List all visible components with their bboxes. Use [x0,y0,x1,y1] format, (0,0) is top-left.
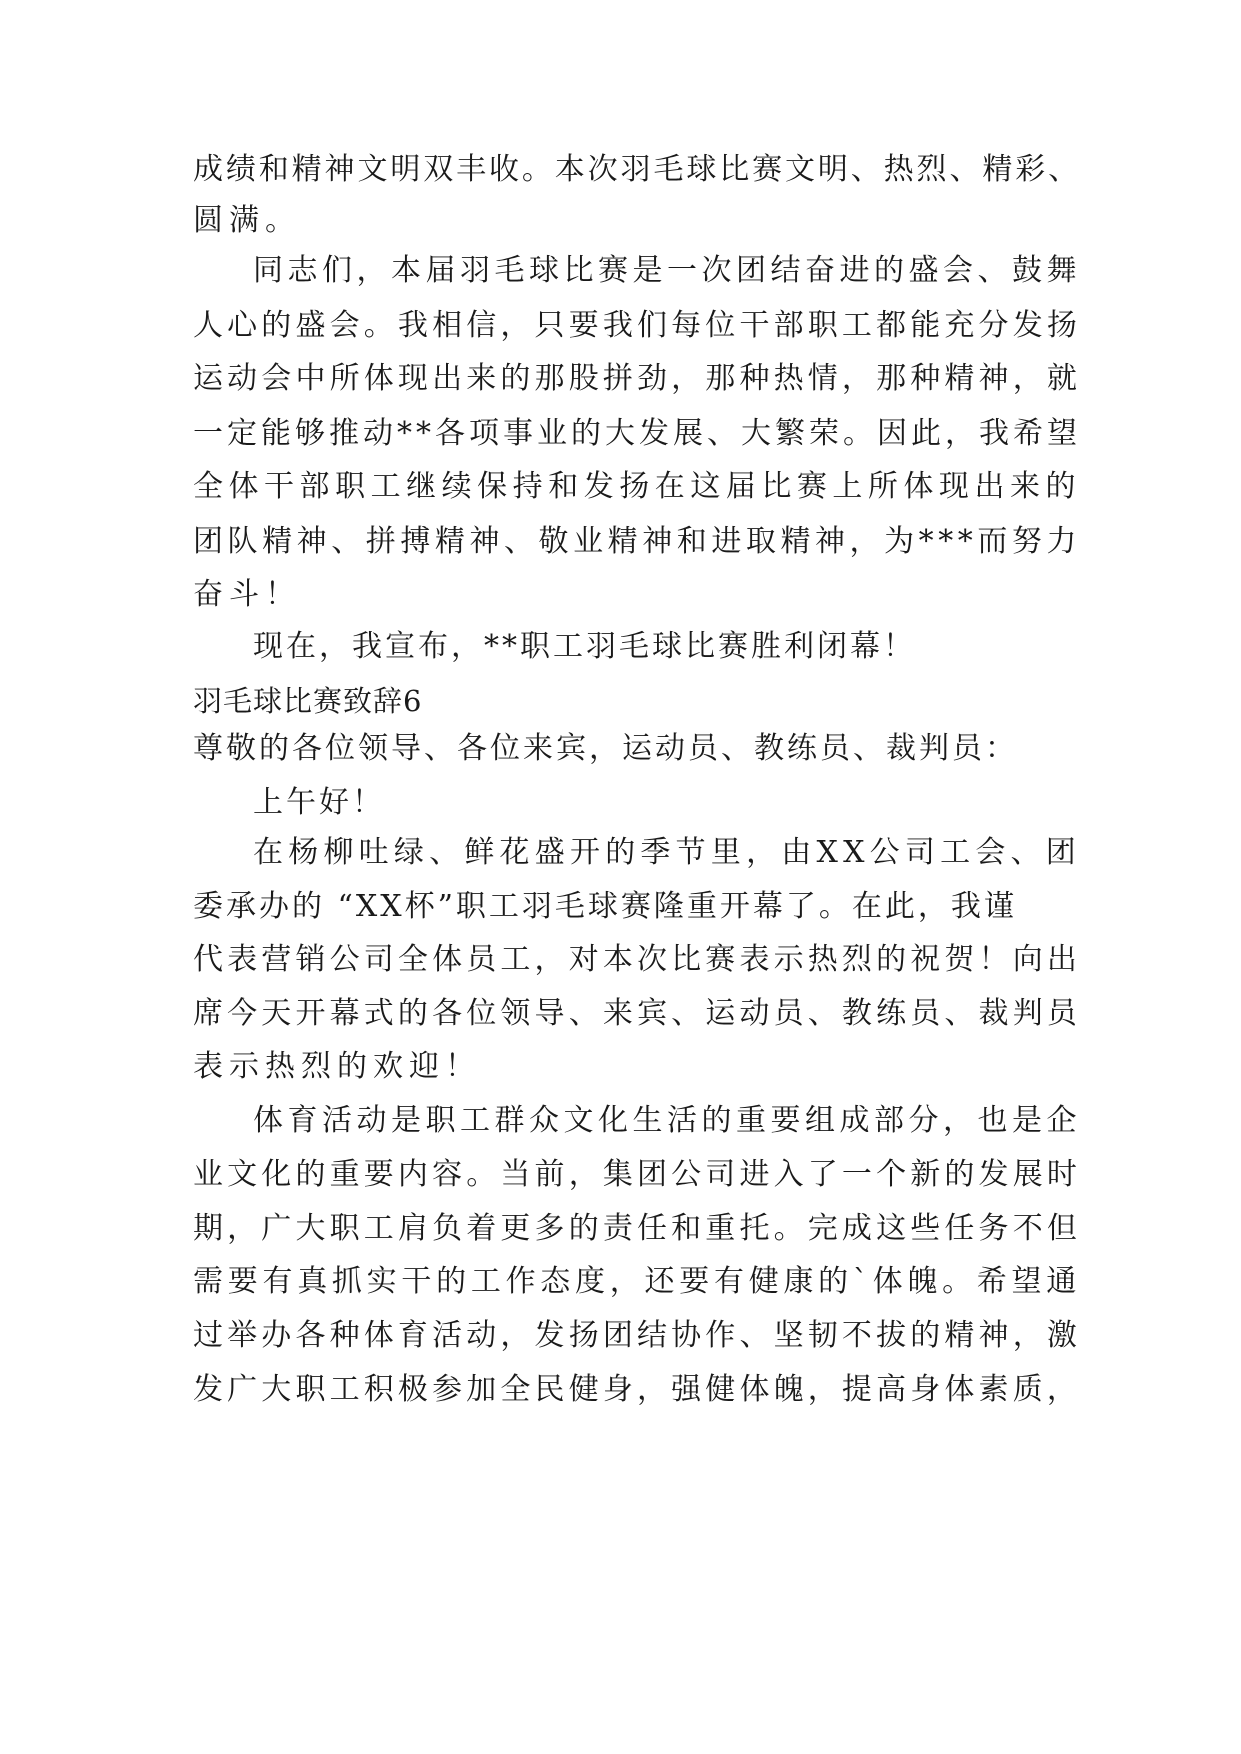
paragraph-line: 代表营销公司全体员工，对本次比赛表示热烈的祝贺！向出 [193,942,1081,977]
paragraph-line: 过举办各种体育活动，发扬团结协作、坚韧不拔的精神，激 [193,1318,1081,1353]
paragraph-line: 运动会中所体现出来的那股拼劲，那种热情，那种精神，就 [193,361,1081,396]
greeting: 上午好！ [253,785,385,820]
paragraph-line: 体育活动是职工群众文化生活的重要组成部分，也是企 [253,1103,1081,1138]
paragraph-line: 同志们，本届羽毛球比赛是一次团结奋进的盛会、鼓舞 [253,253,1081,288]
paragraph-line: 需要有真抓实干的工作态度，还要有健康的`体魄。希望通 [193,1264,1081,1299]
paragraph-line: 业文化的重要内容。当前，集团公司进入了一个新的发展时 [193,1157,1081,1192]
paragraph-line: 一定能够推动**各项事业的大发展、大繁荣。因此，我希望 [193,416,1081,451]
paragraph-line: 期，广大职工肩负着更多的责任和重托。完成这些任务不但 [193,1211,1081,1246]
section-title: 羽毛球比赛致辞6 [193,684,423,718]
paragraph-line: 奋斗！ [193,577,301,612]
salutation: 尊敬的各位领导、各位来宾，运动员、教练员、裁判员： [193,731,1018,766]
paragraph-line: 成绩和精神文明双丰收。本次羽毛球比赛文明、热烈、精彩、 [193,152,1081,187]
paragraph-line: 人心的盛会。我相信，只要我们每位干部职工都能充分发扬 [193,308,1081,343]
paragraph-line: 席今天开幕式的各位领导、来宾、运动员、教练员、裁判员 [193,996,1081,1031]
paragraph-line: 委承办的 “XX杯”职工羽毛球赛隆重开幕了。在此，我谨 [193,889,1017,924]
paragraph-line: 圆满。 [193,203,301,238]
paragraph-line: 表示热烈的欢迎！ [193,1049,481,1084]
paragraph-line: 在杨柳吐绿、鲜花盛开的季节里，由XX公司工会、团 [253,835,1081,870]
paragraph-line: 全体干部职工继续保持和发扬在这届比赛上所体现出来的 [193,469,1081,504]
closing-declaration: 现在，我宣布，**职工羽毛球比赛胜利闭幕！ [253,629,916,664]
paragraph-line: 发广大职工积极参加全民健身，强健体魄，提高身体素质， [193,1372,1081,1407]
paragraph-line: 团队精神、拼搏精神、敬业精神和进取精神，为***而努力 [193,524,1081,559]
